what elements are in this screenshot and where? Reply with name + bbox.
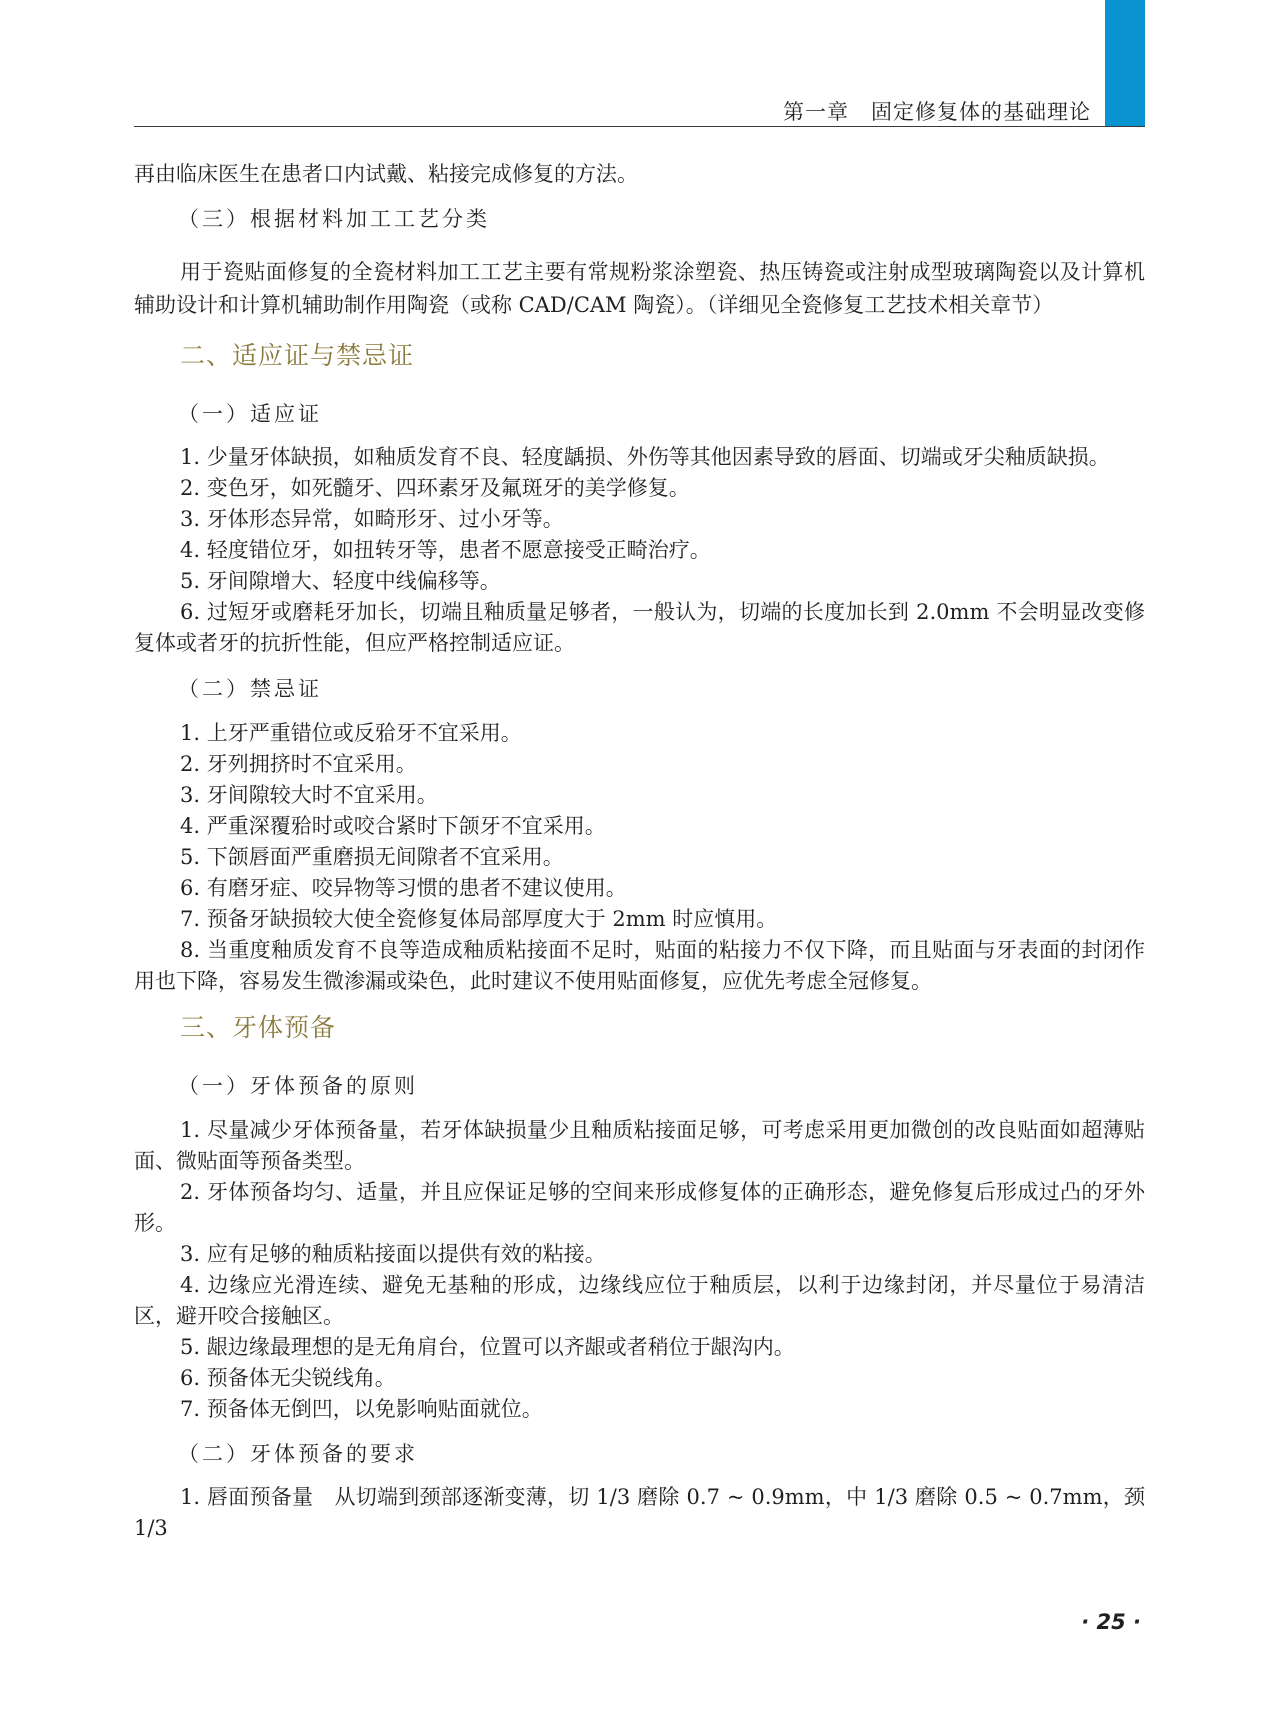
heading-indications: （一）适应证 — [178, 402, 322, 426]
indication-item: 1. 少量牙体缺损，如釉质发育不良、轻度龋损、外伤等其他因素导致的唇面、切端或牙尖釉质缺损。 — [180, 445, 1110, 469]
principle-item: 2. 牙体预备均匀、适量，并且应保证足够的空间来形成修复体的正确形态，避免修复后形成过凸的牙外形。 — [134, 1180, 1145, 1235]
running-head-chapter: 第一章 — [783, 100, 849, 124]
section-heading-indications: 二、适应证与禁忌证 — [180, 341, 415, 370]
contraindication-item: 4. 严重深覆𬌗时或咬合紧时下颌牙不宜采用。 — [180, 814, 606, 838]
principle-item: 1. 尽量减少牙体预备量，若牙体缺损量少且釉质粘接面足够，可考虑采用更加微创的改良贴面如超薄贴面、微贴面等预备类型。 — [134, 1118, 1145, 1173]
paragraph-continued: 再由临床医生在患者口内试戴、粘接完成修复的方法。 — [134, 162, 638, 186]
principle-item: 5. 龈边缘最理想的是无角肩台，位置可以齐龈或者稍位于龈沟内。 — [180, 1335, 795, 1359]
principle-item: 4. 边缘应光滑连续、避免无基釉的形成，边缘线应位于釉质层，以利于边缘封闭，并尽量位于易清洁区，避开咬合接触区。 — [134, 1273, 1145, 1328]
heading-preparation-requirements: （二）牙体预备的要求 — [178, 1442, 418, 1466]
indication-item: 3. 牙体形态异常，如畸形牙、过小牙等。 — [180, 507, 564, 531]
contraindication-item: 7. 预备牙缺损较大使全瓷修复体局部厚度大于 2mm 时应慎用。 — [180, 907, 778, 931]
heading-contraindications: （二）禁忌证 — [178, 677, 322, 701]
section-heading-tooth-preparation: 三、牙体预备 — [180, 1013, 337, 1042]
principle-item: 6. 预备体无尖锐线角。 — [180, 1366, 396, 1390]
running-head — [783, 96, 1091, 126]
running-head-title: 固定修复体的基础理论 — [871, 100, 1091, 124]
principle-item: 7. 预备体无倒凹，以免影响贴面就位。 — [180, 1397, 543, 1421]
page-number: · 25 · — [1081, 1610, 1141, 1634]
page-body — [134, 158, 1145, 1544]
paragraph-materials: 用于瓷贴面修复的全瓷材料加工工艺主要有常规粉浆涂塑瓷、热压铸瓷或注射成型玻璃陶瓷以及计算机辅助设计和计算机辅助制作用陶瓷（或称 CAD/CAM 陶瓷）。（详细见全瓷修复工艺技术相关章节） — [134, 260, 1145, 317]
header-rule — [134, 126, 1145, 127]
indication-item: 4. 轻度错位牙，如扭转牙等，患者不愿意接受正畸治疗。 — [180, 538, 711, 562]
principle-item: 3. 应有足够的釉质粘接面以提供有效的粘接。 — [180, 1242, 606, 1266]
chapter-tab — [1105, 0, 1145, 127]
indication-item: 6. 过短牙或磨耗牙加长，切端且釉质量足够者，一般认为，切端的长度加长到 2.0mm 不会明显改变修复体或者牙的抗折性能，但应严格控制适应证。 — [134, 600, 1145, 655]
contraindication-item: 5. 下颌唇面严重磨损无间隙者不宜采用。 — [180, 845, 564, 869]
heading-material-classification: （三）根据材料加工工艺分类 — [178, 207, 490, 231]
contraindication-item: 6. 有磨牙症、咬异物等习惯的患者不建议使用。 — [180, 876, 627, 900]
indication-item: 5. 牙间隙增大、轻度中线偏移等。 — [180, 569, 501, 593]
contraindication-item: 8. 当重度釉质发育不良等造成釉质粘接面不足时，贴面的粘接力不仅下降，而且贴面与牙表面的封闭作用也下降，容易发生微渗漏或染色，此时建议不使用贴面修复，应优先考虑全冠修复。 — [134, 938, 1145, 993]
contraindication-item: 3. 牙间隙较大时不宜采用。 — [180, 783, 438, 807]
contraindication-item: 1. 上牙严重错位或反𬌗牙不宜采用。 — [180, 721, 522, 745]
contraindication-item: 2. 牙列拥挤时不宜采用。 — [180, 752, 417, 776]
heading-preparation-principles: （一）牙体预备的原则 — [178, 1074, 418, 1098]
indication-item: 2. 变色牙，如死髓牙、四环素牙及氟斑牙的美学修复。 — [180, 476, 690, 500]
requirement-item: 1. 唇面预备量 从切端到颈部逐渐变薄，切 1/3 磨除 0.7 ~ 0.9mm，中 1/3 磨除 0.5 ~ 0.7mm，颈 1/3 — [134, 1485, 1145, 1540]
